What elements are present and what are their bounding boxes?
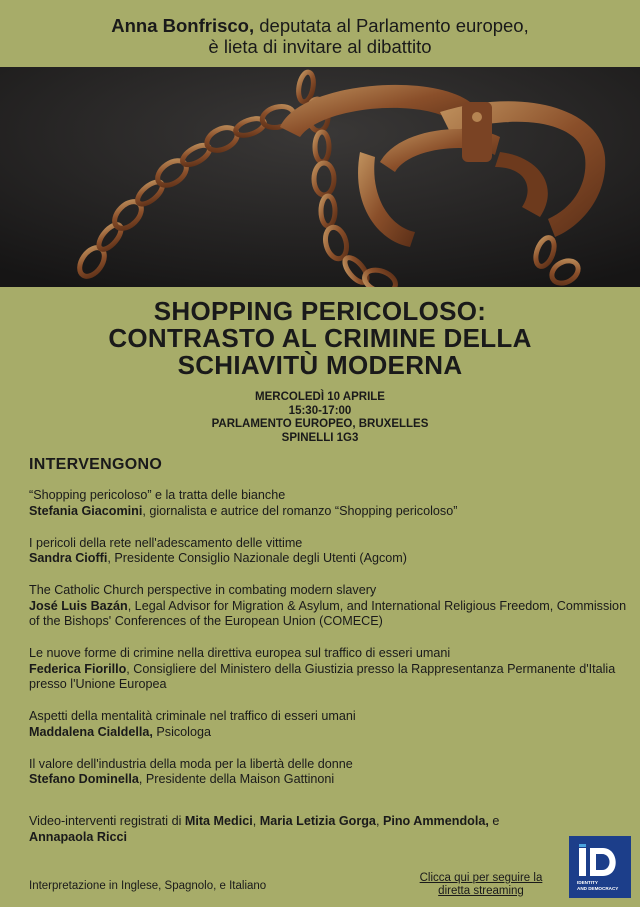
speaker-role: , Presidente Consiglio Nazionale degli Utenti (Agcom) <box>107 551 407 565</box>
speaker-name: Sandra Cioffi <box>29 551 108 565</box>
event-room: SPINELLI 1G3 <box>281 431 359 444</box>
logo-text-1: IDENTITY <box>577 880 598 885</box>
host-role: deputata al Parlamento europeo, <box>254 15 529 36</box>
speaker-role: , giornalista e autrice del romanzo “Shopping pericoloso” <box>142 503 458 518</box>
host-name: Anna Bonfrisco, <box>111 15 255 36</box>
speakers-heading: INTERVENGONO <box>29 456 163 473</box>
speaker-item <box>29 709 629 740</box>
logo-text-2: AND DEMOCRACY <box>577 886 619 891</box>
event-date: MERCOLEDÌ 10 APRILE <box>255 391 385 403</box>
speaker-name: Stefania Giacomini <box>29 503 143 518</box>
video-prefix: Video-interventi registrati di <box>29 814 185 828</box>
speaker-topic: Aspetti della mentalità criminale nel traffico di esseri umani <box>29 709 356 723</box>
speaker-role: Psicologa <box>152 724 211 739</box>
event-time: 15:30-17:00 <box>288 404 352 417</box>
video-separator: , <box>375 814 383 828</box>
streaming-link-line-1[interactable]: Clicca qui per seguire la <box>419 872 543 884</box>
title-line-3: SCHIAVITÙ MODERNA <box>177 350 463 380</box>
video-separator: , <box>252 814 260 828</box>
invitation-header <box>0 0 640 67</box>
title-line-2: CONTRASTO AL CRIMINE DELLA <box>108 323 532 353</box>
speaker-topic: The Catholic Church perspective in combating modern slavery <box>29 583 377 597</box>
speaker-name: Stefano Dominella <box>29 772 139 786</box>
speaker-item <box>29 536 629 567</box>
video-name: Pino Ammendola, <box>382 814 489 828</box>
video-contributions <box>29 813 589 845</box>
event-details <box>0 391 640 445</box>
speaker-topic: Le nuove forme di crimine nella direttiva europea sul traffico di esseri umani <box>29 646 451 660</box>
identity-democracy-logo <box>569 836 631 898</box>
speaker-role: , Presidente della Maison Gattinoni <box>138 772 335 786</box>
speaker-item <box>29 757 629 788</box>
header-line-2: è lieta di invitare al dibattito <box>208 36 432 57</box>
speaker-item <box>29 488 629 519</box>
speaker-topic: “Shopping pericoloso” e la tratta delle bianche <box>29 488 286 502</box>
speaker-name: Maddalena Cialdella, <box>29 724 153 739</box>
speakers-list <box>29 488 629 804</box>
title-line-1: SHOPPING PERICOLOSO: <box>153 296 487 326</box>
speaker-name: Federica Fiorillo <box>29 661 127 676</box>
speaker-name: José Luis Bazán <box>29 598 128 613</box>
video-name: Maria Letizia Gorga <box>259 814 376 828</box>
streaming-link-line-2[interactable]: diretta streaming <box>438 885 524 897</box>
speaker-item <box>29 583 629 630</box>
event-place: PARLAMENTO EUROPEO, BRUXELLES <box>211 418 429 430</box>
video-name: Mita Medici <box>184 814 253 828</box>
header-line-1 <box>0 15 640 36</box>
speaker-role: , Consigliere del Ministero della Giustizia presso la Rappresentanza Permanente d'Italia presso l'Unione Europea <box>29 661 616 691</box>
video-name: Annapaola Ricci <box>29 830 127 844</box>
speaker-role: , Legal Advisor for Migration & Asylum, and International Religious Freedom, Commission of the Bishops' Conferences of the European Union (COMECE) <box>29 598 627 628</box>
video-separator: e <box>488 814 500 828</box>
speaker-topic: I pericoli della rete nell'adescamento delle vittime <box>29 535 303 550</box>
event-title <box>0 298 640 379</box>
interpretation-note: Interpretazione in Inglese, Spagnolo, e Italiano <box>29 880 267 892</box>
hero-image-chains <box>0 67 640 287</box>
speaker-item <box>29 646 629 693</box>
speaker-topic: Il valore dell'industria della moda per la libertà delle donne <box>29 756 353 771</box>
streaming-link[interactable] <box>396 872 566 898</box>
